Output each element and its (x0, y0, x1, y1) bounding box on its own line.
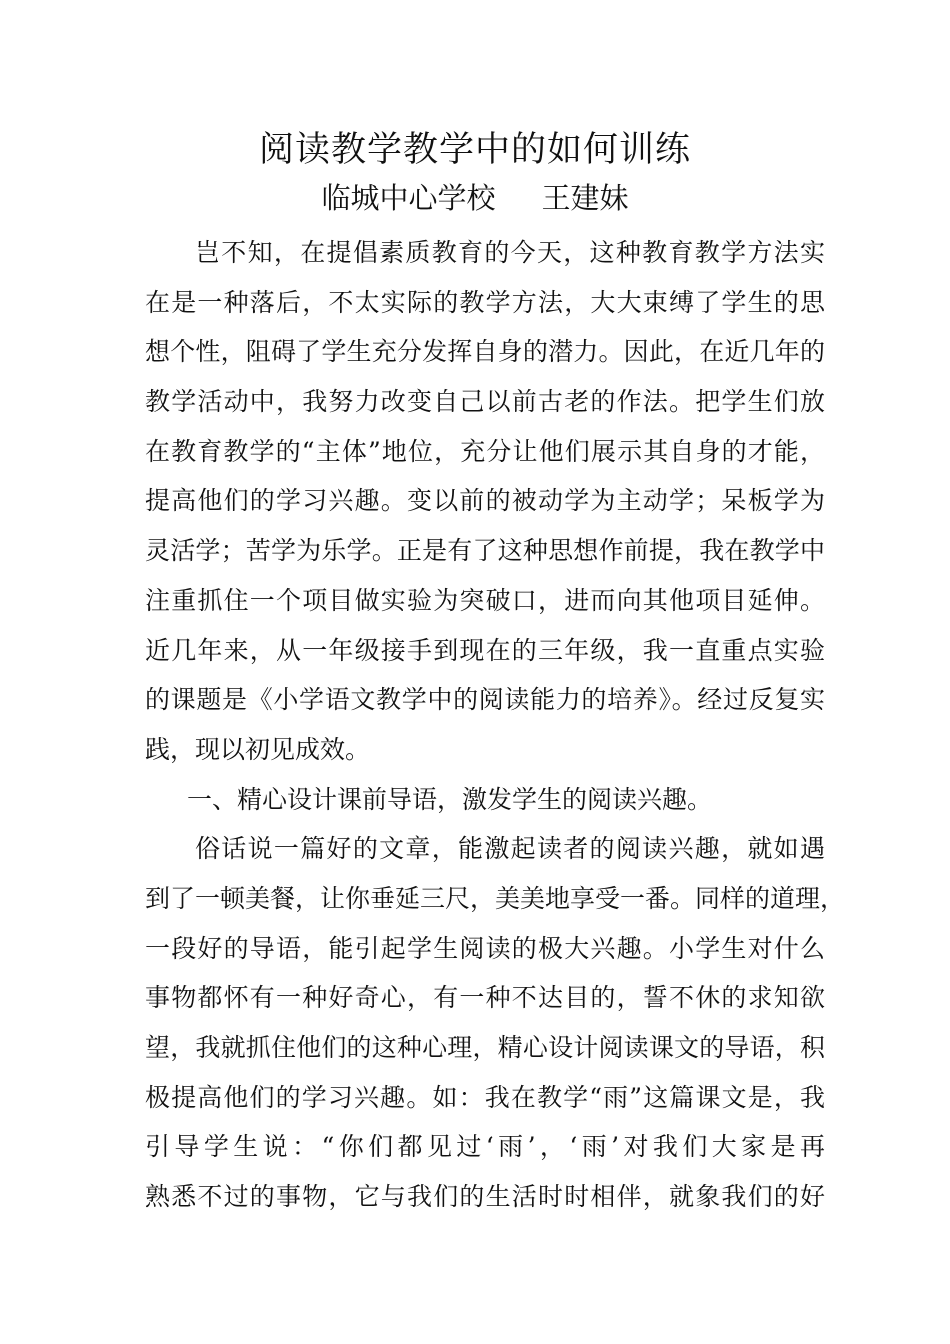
document-title: 阅读教学教学中的如何训练 (258, 130, 691, 170)
paragraph-line: 灵活学；苦学为乐学。正是有了这种思想作前提，我在教学中 (145, 536, 825, 566)
paragraph-line: 引导学生说：“你们都见过‘雨’，‘雨’对我们大家是再 (145, 1132, 825, 1162)
paragraph-line: 想个性，阻碍了学生充分发挥自身的潜力。因此，在近几年的 (145, 337, 825, 367)
paragraph-line: 在是一种落后，不太实际的教学方法，大大束缚了学生的思 (145, 287, 825, 317)
paragraph-line: 近几年来，从一年级接手到现在的三年级，我一直重点实验 (145, 635, 825, 665)
paragraph-line: 践，现以初见成效。 (145, 734, 371, 764)
document-body (145, 228, 846, 1222)
paragraph-line: 事物都怀有一种好奇心，有一种不达目的，誓不休的求知欲 (145, 983, 825, 1013)
paragraph-line: 到了一顿美餐，让你垂延三尺，美美地享受一番。同样的道理， (145, 883, 846, 913)
paragraph-line: 注重抓住一个项目做实验为突破口，进而向其他项目延伸。 (145, 585, 825, 615)
paragraph-line: 岂不知，在提倡素质教育的今天，这种教育教学方法实 (195, 238, 825, 267)
section-heading: 一、精心设计课前导语，激发学生的阅读兴趣。 (187, 784, 713, 814)
paragraph-line: 在教育教学的“主体”地位，充分让他们展示其自身的才能， (145, 436, 825, 466)
paragraph-line: 极提高他们的学习兴趣。如：我在教学“雨”这篇课文是，我 (145, 1082, 825, 1112)
paragraph-line: 教学活动中，我努力改变自己以前古老的作法。把学生们放 (145, 387, 825, 417)
paragraph-line: 的课题是《小学语文教学中的阅读能力的培养》。经过反复实 (145, 685, 825, 715)
paragraph-line: 望，我就抓住他们的这种心理，精心设计阅读课文的导语，积 (145, 1033, 825, 1062)
paragraph-line: 俗话说一篇好的文章，能激起读者的阅读兴趣，就如遇 (195, 834, 825, 864)
author-line: 临城中心学校 王建妹 (321, 181, 629, 215)
paragraph-line: 一段好的导语，能引起学生阅读的极大兴趣。小学生对什么 (145, 933, 825, 963)
paragraph-line: 熟悉不过的事物，它与我们的生活时时相伴，就象我们的好 (145, 1182, 825, 1212)
paragraph-line: 提高他们的学习兴趣。变以前的被动学为主动学；呆板学为 (145, 486, 825, 516)
